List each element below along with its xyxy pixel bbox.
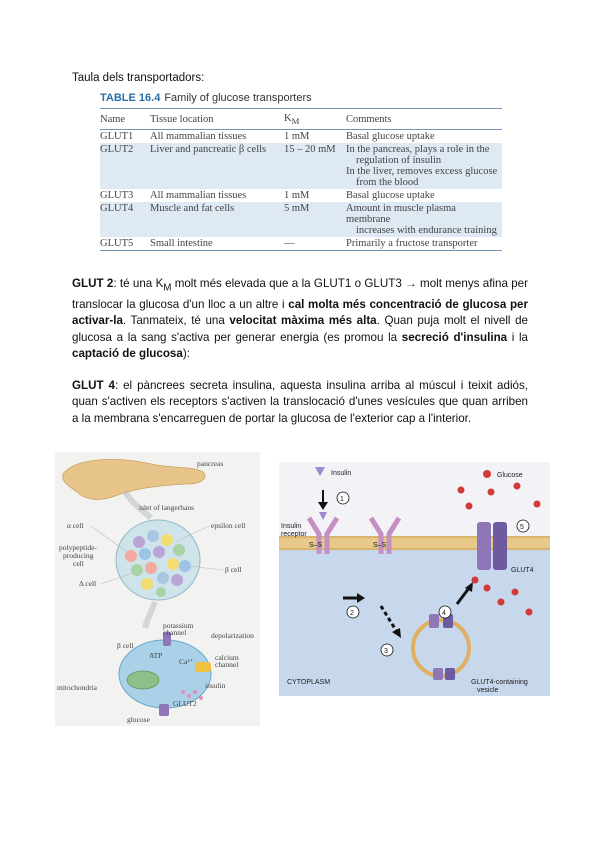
pancreas-shape bbox=[63, 459, 205, 499]
label-calcium-1: calcium bbox=[215, 653, 239, 662]
label-calcium-2: channel bbox=[215, 660, 239, 669]
cell-name: GLUT5 bbox=[100, 237, 150, 251]
table-row bbox=[100, 143, 502, 189]
label-glut2: GLUT2 bbox=[173, 699, 197, 708]
label-receptor-2: receptor bbox=[281, 531, 307, 538]
label-vesicle-1: GLUT4-containing bbox=[471, 679, 528, 686]
step-2: 2 bbox=[350, 610, 354, 617]
calcium-channel-icon bbox=[195, 662, 211, 672]
step-1: 1 bbox=[340, 496, 344, 503]
cell-location: All mammalian tissues bbox=[150, 190, 247, 202]
cell-comments: Amount in muscle plasma membrane increases with endurance training bbox=[346, 202, 502, 237]
table-row bbox=[100, 189, 502, 202]
cell-km: 5 mM bbox=[284, 202, 346, 237]
cell-km: — bbox=[284, 237, 346, 251]
table-caption bbox=[100, 92, 502, 104]
glut4-heading: GLUT 4 bbox=[72, 379, 115, 392]
table-row bbox=[100, 130, 502, 144]
glucose-transporter-table bbox=[100, 92, 502, 251]
cell-comments: Basal glucose uptake bbox=[346, 131, 435, 143]
label-cytoplasm: CYTOPLASM bbox=[287, 679, 331, 686]
label-ss-2: S–S bbox=[373, 542, 387, 549]
label-pp-cell-3: cell bbox=[73, 559, 84, 568]
label-atp: ATP bbox=[149, 651, 163, 660]
header-km: $K_M$ bbox=[284, 109, 346, 130]
label-calcium-ion: Ca²⁺ bbox=[179, 657, 194, 666]
cell-name: GLUT3 bbox=[100, 190, 134, 202]
label-beta-cell-2: β cell bbox=[117, 641, 134, 650]
step-3: 3 bbox=[384, 648, 388, 655]
label-pancreas: pancreas bbox=[197, 459, 224, 468]
islet-arrow bbox=[145, 602, 155, 628]
label-vesicle-2: vesicle bbox=[477, 687, 499, 694]
intro-text: Taula dels transportadors: bbox=[72, 72, 205, 84]
label-pp-cell-1: polypeptide- bbox=[59, 543, 97, 552]
label-glucose-r: Glucose bbox=[497, 472, 523, 479]
label-islet: islet of langerhans bbox=[139, 503, 194, 512]
label-insulin-r: Insulin bbox=[331, 470, 352, 477]
label-potassium-1: potassium bbox=[163, 621, 194, 630]
label-glut4: GLUT4 bbox=[511, 567, 534, 574]
label-potassium-2: channel bbox=[163, 628, 187, 637]
cell-km: 1 mM bbox=[284, 190, 310, 202]
glucose-icon bbox=[483, 470, 491, 478]
insulin-secretion-figure bbox=[55, 452, 260, 726]
step-5: 5 bbox=[520, 524, 524, 531]
cell-km: 1 mM bbox=[284, 131, 310, 143]
glut2-paragraph: GLUT 2: té una $K_M$ molt més elevada que a la GLUT1 o GLUT3 → molt menys afina per translocar la glucosa d'un lloc a un altre i cal molta més concentració de glucosa per activar-la. Tanmateix, té una velocitat màxima més alta. Quan puja molt el nivell de glucosa a la sang s'activa per generar energia (es promou la secreció d'insulina i la captació de glucosa): bbox=[72, 277, 528, 360]
cytoplasm-region bbox=[279, 544, 550, 696]
label-ss-1: S–S bbox=[309, 542, 323, 549]
cell-name: GLUT1 bbox=[100, 131, 134, 143]
table-label: TABLE 16.4 bbox=[100, 92, 161, 104]
cell-location: Muscle and fat cells bbox=[150, 202, 284, 237]
header-location: Tissue location bbox=[150, 109, 284, 130]
table-header-row bbox=[100, 109, 502, 130]
label-mitochondria: mitochondria bbox=[57, 683, 97, 692]
table-row bbox=[100, 237, 502, 251]
cell-comments: In the pancreas, plays a role in the regulation of insulin In the liver, removes excess glucose from the blood bbox=[346, 143, 502, 189]
cell-location: Liver and pancreatic β cells bbox=[150, 143, 284, 189]
label-epsilon-cell: epsilon cell bbox=[211, 521, 246, 530]
cell-name: GLUT2 bbox=[100, 143, 150, 189]
label-alpha-cell: α cell bbox=[67, 521, 84, 530]
glut2-heading: GLUT 2 bbox=[72, 277, 114, 290]
cell-comments: Primarily a fructose transporter bbox=[346, 237, 502, 251]
label-receptor-1: Insulin bbox=[281, 523, 302, 530]
cell-location: Small intestine bbox=[150, 237, 284, 251]
transporter-table bbox=[100, 108, 502, 251]
table-title: Family of glucose transporters bbox=[164, 92, 312, 104]
cell-km: 15 – 20 mM bbox=[284, 143, 346, 189]
glut4-translocation-figure bbox=[279, 462, 550, 696]
mitochondria-shape bbox=[127, 671, 159, 689]
table-row bbox=[100, 202, 502, 237]
header-name: Name bbox=[100, 109, 150, 130]
label-beta-cell: β cell bbox=[225, 565, 242, 574]
cell-comments: Basal glucose uptake bbox=[346, 190, 435, 202]
glut4-paragraph: GLUT 4: el pàncrees secreta insulina, aquesta insulina arriba al múscul i teixit adiós, quan s'activen els receptors s'activen la translocació d'unes vesícules que quan arriben a la membrana s'encarreguen de portar la glucosa de l'exterior cap a l'interior. bbox=[72, 379, 528, 425]
label-delta-cell: Δ cell bbox=[79, 579, 97, 588]
label-depolarization: depolarization bbox=[211, 631, 254, 640]
label-glucose: glucose bbox=[127, 715, 150, 724]
insulin-secretion-diagram bbox=[55, 452, 260, 726]
cell-location: All mammalian tissues bbox=[150, 131, 247, 143]
glut2-icon bbox=[159, 704, 169, 716]
cell-name: GLUT4 bbox=[100, 202, 150, 237]
label-pp-cell-2: producing bbox=[63, 551, 94, 560]
label-insulin: insulin bbox=[205, 681, 226, 690]
step-4: 4 bbox=[442, 610, 446, 617]
header-comments: Comments bbox=[346, 109, 502, 130]
glut4-translocation-diagram bbox=[279, 462, 550, 696]
